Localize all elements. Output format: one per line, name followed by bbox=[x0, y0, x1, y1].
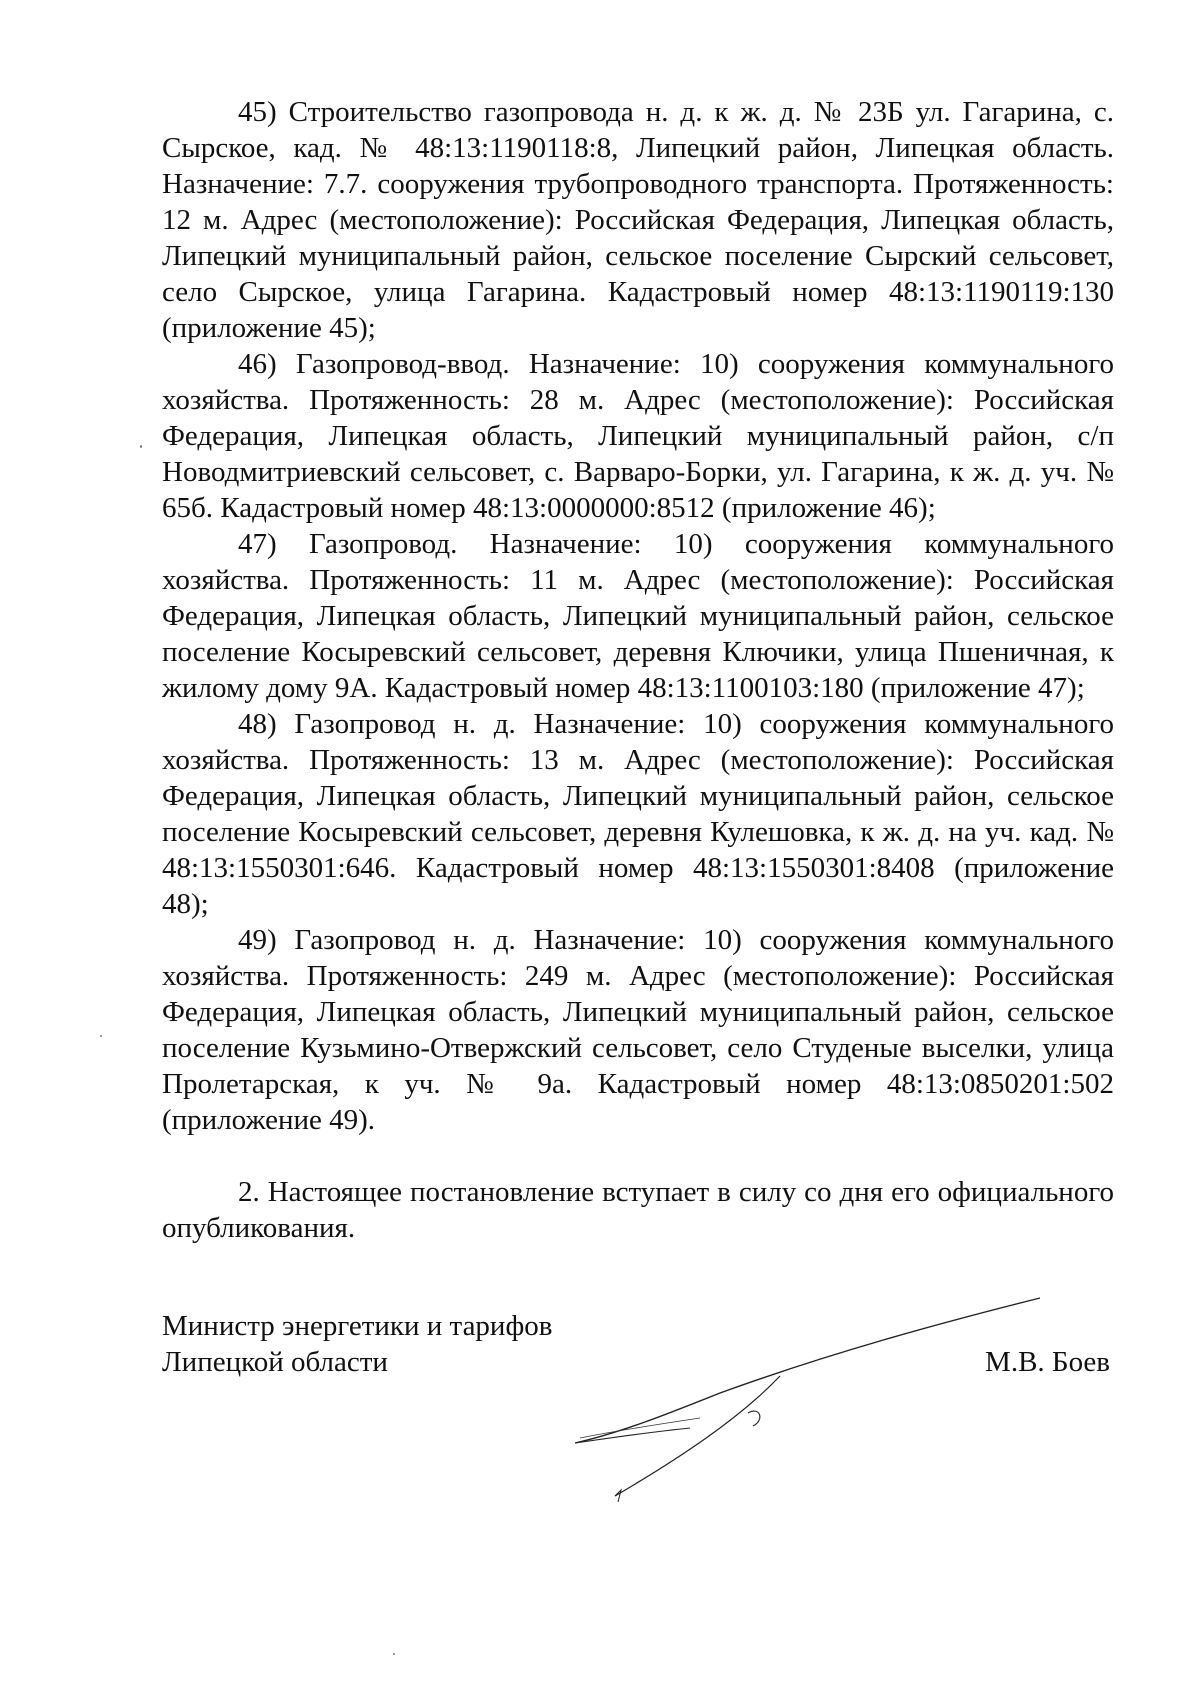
list-item-45: 45) Строительство газопровода н. д. к ж. д. № 23Б ул. Гагарина, с. Сырское, кад. № 48:13:1190118:8, Липецкий район, Липецкая область. Назначение: 7.7. сооружения трубопроводного транспорта. Протяженность: 12 м. Адрес (местоположение): Российская Федерация, Липецкая область, Липецкий муниципальный район, сельское поселение Сырский сельсовет, село Сырское, улица Гагарина. Кадастровый номер 48:13:1190119:130 (приложение 45); bbox=[162, 96, 1114, 344]
list-item-49: 49) Газопровод н. д. Назначение: 10) сооружения коммунального хозяйства. Протяженность: 249 м. Адрес (местоположение): Российская Федерация, Липецкая область, Липецкий муниципальный район, сельское поселение Кузьмино-Отвержский сельсовет, село Студеные выселки, улица Пролетарская, к уч. № 9а. Кадастровый номер 48:13:0850201:502 (приложение 49). bbox=[162, 924, 1114, 1136]
list-item-46: 46) Газопровод-ввод. Назначение: 10) сооружения коммунального хозяйства. Протяженность: 28 м. Адрес (местоположение): Российская Федерация, Липецкая область, Липецкий муниципальный район, с/п Новодмитриевский сельсовет, с. Варваро-Борки, ул. Гагарина, к ж. д. уч. № 65б. Кадастровый номер 48:13:0000000:8512 (приложение 46); bbox=[162, 348, 1114, 524]
handwritten-signature bbox=[560, 1258, 1060, 1508]
list-item-48: 48) Газопровод н. д. Назначение: 10) сооружения коммунального хозяйства. Протяженность: 13 м. Адрес (местоположение): Российская Федерация, Липецкая область, Липецкий муниципальный район, сельское поселение Косыревский сельсовет, деревня Кулешовка, к ж. д. на уч. кад. № 48:13:1550301:646. Кадастровый номер 48:13:1550301:8408 (приложение 48); bbox=[162, 708, 1114, 920]
document-body bbox=[162, 94, 1114, 1246]
scan-speck bbox=[100, 1035, 102, 1037]
signer-name: М.В. Боев bbox=[985, 1346, 1110, 1378]
list-item-47: 47) Газопровод. Назначение: 10) сооружения коммунального хозяйства. Протяженность: 11 м. Адрес (местоположение): Российская Федерация, Липецкая область, Липецкий муниципальный район, сельское поселение Косыревский сельсовет, деревня Ключики, улица Пшеничная, к жилому дому 9А. Кадастровый номер 48:13:1100103:180 (приложение 47); bbox=[162, 528, 1114, 704]
signer-title-line-2: Липецкой области bbox=[162, 1346, 388, 1378]
closing-paragraph: 2. Настоящее постановление вступает в силу со дня его официального опубликования. bbox=[162, 1176, 1114, 1244]
scan-speck bbox=[393, 1653, 395, 1655]
signer-title-line-1: Министр энергетики и тарифов bbox=[162, 1310, 553, 1342]
signer-title bbox=[162, 1308, 552, 1380]
scan-speck bbox=[140, 445, 142, 448]
